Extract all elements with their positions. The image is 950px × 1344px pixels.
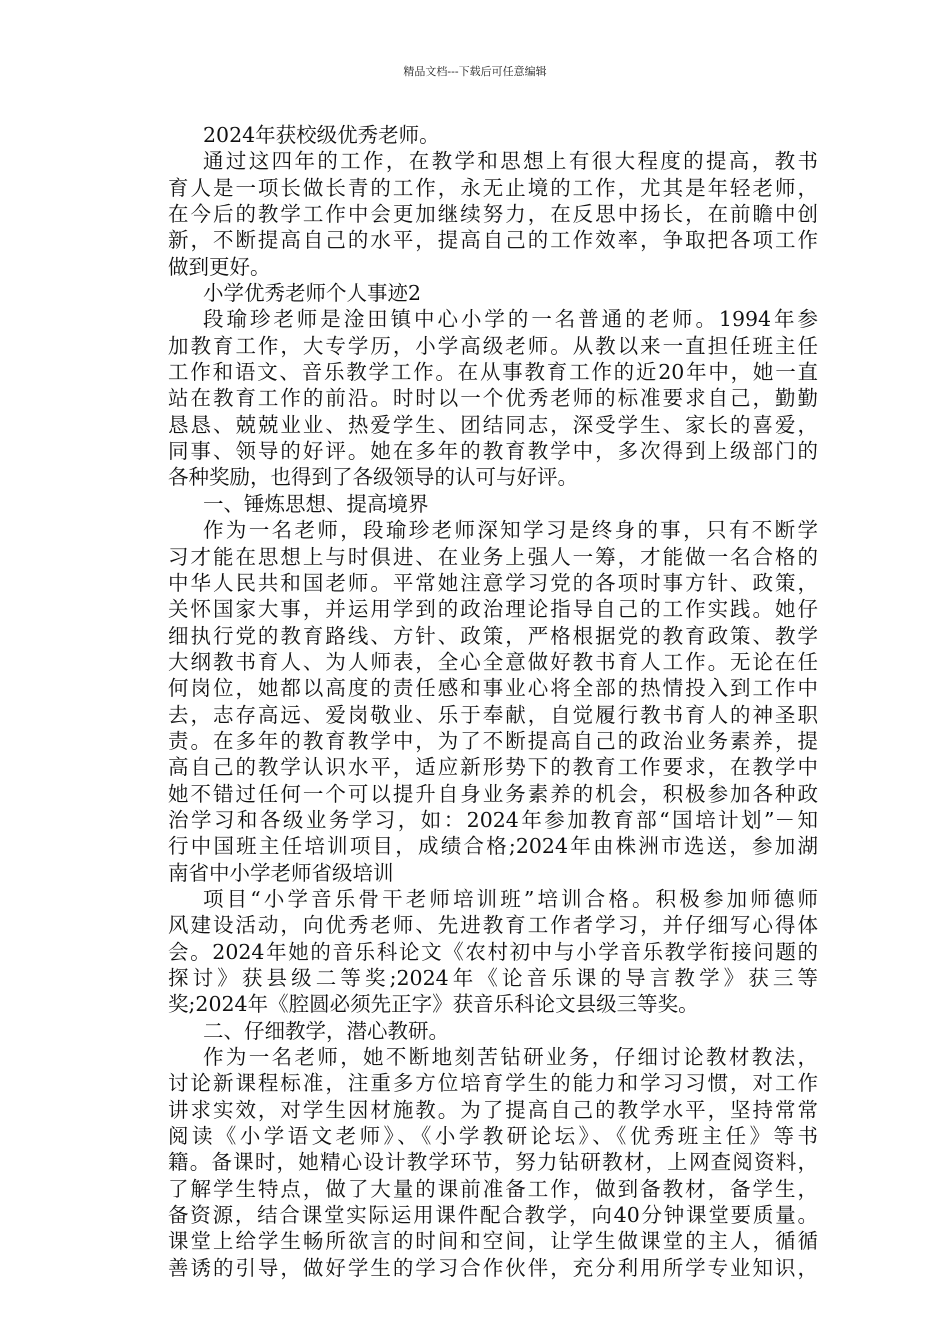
- text-line: 课堂上给学生畅所欲言的时间和空间，让学生做课堂的主人，循循: [168, 1229, 818, 1254]
- text-line: 工作和语文、音乐教学工作。在从事教育工作的近20年中，她一直: [168, 360, 818, 385]
- text-line: 细执行党的教育路线、方针、政策，严格根据党的教育政策、教学: [168, 623, 818, 648]
- text-line: 治学习和各级业务学习，如：2024年参加教育部“国培计划”－知: [168, 807, 818, 832]
- text-line: 各种奖励，也得到了各级领导的认可与好评。: [168, 465, 578, 490]
- text-line: 南省中小学老师省级培训: [168, 860, 394, 885]
- text-line: 段瑜珍老师是淦田镇中心小学的一名普通的老师。1994年参: [203, 307, 818, 332]
- page-header: 精品文档---下载后可任意编辑: [403, 65, 547, 78]
- text-line: 去，志存高远、爱岗敬业、乐于奉献，自觉履行教书育人的神圣职: [168, 702, 818, 727]
- text-line: 育人是一项长做长青的工作，永无止境的工作，尤其是年轻老师，: [168, 175, 818, 200]
- text-line: 她不错过任何一个可以提升自身业务素养的机会，积极参加各种政: [168, 781, 818, 806]
- text-line: 何岗位，她都以高度的责任感和事业心将全部的热情投入到工作中: [168, 676, 818, 701]
- text-line: 同事、领导的好评。她在多年的教育教学中，多次得到上级部门的: [168, 439, 818, 464]
- text-line: 在今后的教学工作中会更加继续努力，在反思中扬长，在前瞻中创: [168, 202, 818, 227]
- text-line: 一、锤炼思想、提高境界: [203, 491, 429, 516]
- text-line: 会。2024年她的音乐科论文《农村初中与小学音乐教学衔接问题的: [168, 939, 818, 964]
- text-line: 二、仔细教学，潜心教研。: [203, 1018, 449, 1043]
- text-line: 加教育工作，大专学历，小学高级老师。从教以来一直担任班主任: [168, 333, 818, 358]
- text-line: 责。在多年的教育教学中，为了不断提高自己的政治业务素养，提: [168, 728, 818, 753]
- text-line: 行中国班主任培训项目，成绩合格;2024年由株洲市选送，参加湖: [168, 834, 818, 859]
- text-line: 阅读《小学语文老师》、《小学教研论坛》、《优秀班主任》等书: [168, 1124, 818, 1149]
- text-line: 善诱的引导，做好学生的学习合作伙伴，充分利用所学专业知识，: [168, 1255, 818, 1280]
- text-line: 站在教育工作的前沿。时时以一个优秀老师的标准要求自己，勤勤: [168, 386, 818, 411]
- text-line: 关怀国家大事，并运用学到的政治理论指导自己的工作实践。她仔: [168, 597, 818, 622]
- text-line: 备资源，结合课堂实际运用课件配合教学，向40分钟课堂要质量。: [168, 1203, 818, 1228]
- text-line: 奖;2024年《腔圆必须先正字》获音乐科论文县级三等奖。: [168, 992, 699, 1017]
- text-line: 做到更好。: [168, 254, 271, 279]
- text-line: 通过这四年的工作，在教学和思想上有很大程度的提高，教书: [203, 149, 818, 174]
- text-line: 恳恳、兢兢业业、热爱学生、团结同志，深受学生、家长的喜爱，: [168, 412, 818, 437]
- text-line: 探讨》获县级二等奖;2024年《论音乐课的导言教学》获三等: [168, 966, 818, 990]
- text-line: 2024年获校级优秀老师。: [203, 123, 440, 147]
- document-body: [168, 122, 818, 1281]
- text-line: 项目“小学音乐骨干老师培训班”培训合格。积极参加师德师: [203, 886, 818, 911]
- text-line: 作为一名老师，她不断地刻苦钻研业务，仔细讨论教材教法，: [203, 1045, 818, 1070]
- text-line: 作为一名老师，段瑜珍老师深知学习是终身的事，只有不断学: [203, 518, 818, 543]
- text-line: 习才能在思想上与时俱进、在业务上强人一筹，才能做一名合格的: [168, 544, 818, 569]
- text-line: 讨论新课程标准，注重多方位培育学生的能力和学习习惯，对工作: [168, 1071, 818, 1096]
- text-line: 高自己的教学认识水平，适应新形势下的教育工作要求，在教学中: [168, 755, 818, 780]
- text-line: 中华人民共和国老师。平常她注意学习党的各项时事方针、政策，: [168, 570, 818, 595]
- text-line: 大纲教书育人、为人师表，全心全意做好教书育人工作。无论在任: [168, 649, 818, 674]
- text-line: 讲求实效，对学生因材施教。为了提高自己的教学水平，坚持常常: [168, 1097, 818, 1122]
- text-line: 了解学生特点，做了大量的课前准备工作，做到备教材，备学生，: [168, 1176, 818, 1201]
- text-line: 风建设活动，向优秀老师、先进教育工作者学习，并仔细写心得体: [168, 913, 818, 938]
- text-line: 新，不断提高自己的水平，提高自己的工作效率，争取把各项工作: [168, 228, 818, 253]
- text-line: 籍。备课时，她精心设计教学环节，努力钻研教材，上网查阅资料，: [168, 1150, 818, 1175]
- text-line: 小学优秀老师个人事迹2: [203, 281, 422, 306]
